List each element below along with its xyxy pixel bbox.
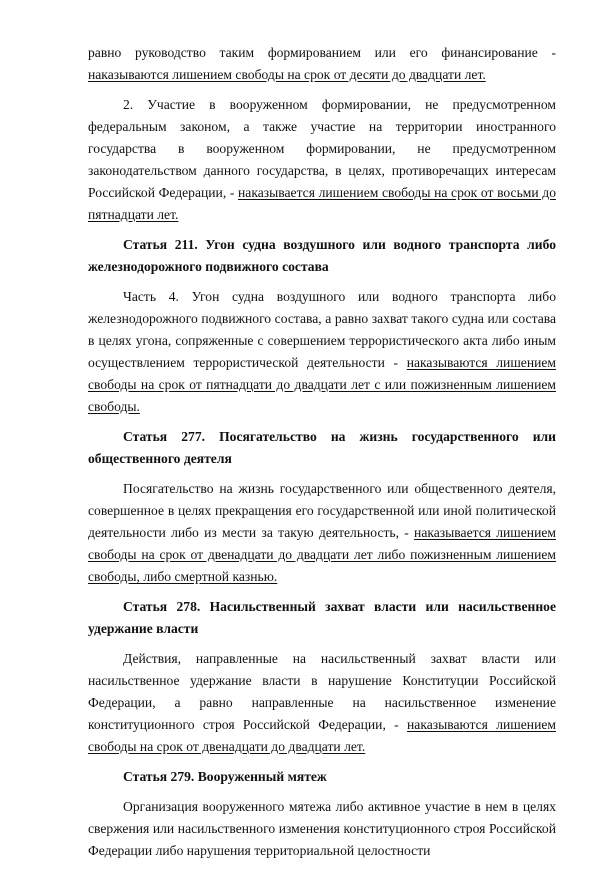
article-211-heading: Статья 211. Угон судна воздушного или водного транспорта либо железнодорожного подвижного состава <box>88 237 556 274</box>
paragraph-article-208-part1-tail <box>88 42 556 86</box>
article-277-heading: Статья 277. Посягательство на жизнь государственного или общественного деятеля <box>88 429 556 466</box>
paragraph-article-208-part2 <box>88 94 556 226</box>
penalty-text: наказываются лишением свободы на срок от пятнадцати до двадцати лет с или пожизненным лишением свободы. <box>88 355 557 414</box>
paragraph-article-279 <box>88 796 556 862</box>
penalty-text: наказываются лишением свободы на срок от десяти до двадцати лет. <box>88 67 486 82</box>
paragraph-text: Организация вооруженного мятежа либо активное участие в нем в целях свержения или насильственного изменения конституционного строя Российской Федерации либо нарушения территориальной целостности <box>88 799 556 858</box>
paragraph-article-277 <box>88 478 556 588</box>
paragraph-article-211-part4 <box>88 286 556 418</box>
paragraph-text: 2. Участие в вооруженном формировании, не предусмотренном федеральным законом, а также участие на территории иностранного государства в вооруженном формировании, не предусмотренном законодательством данного государства, в целях, противоречащих интересам Российской Федерации, - <box>88 97 556 200</box>
penalty-text: наказывается лишением свободы на срок от двенадцати до двадцати лет либо пожизненным лишением свободы, либо смертной казнью. <box>88 525 556 584</box>
paragraph-text: Действия, направленные на насильственный захват власти или насильственное удержание власти в нарушение Конституции Российской Федерации, а равно направленные на насильственное изменение конституционного строя Российской Федерации, - <box>88 651 556 732</box>
article-278-heading: Статья 278. Насильственный захват власти или насильственное удержание власти <box>88 599 556 636</box>
document-page <box>88 42 556 870</box>
paragraph-article-278 <box>88 648 556 758</box>
article-279-heading: Статья 279. Вооруженный мятеж <box>123 769 327 784</box>
penalty-text: наказываются лишением свободы на срок от двенадцати до двадцати лет. <box>88 717 556 754</box>
paragraph-text: равно руководство таким формированием или его финансирование - <box>88 45 556 60</box>
paragraph-text: Посягательство на жизнь государственного или общественного деятеля, совершенное в целях прекращения его государственной или иной политической деятельности либо из мести за такую деятельность, - <box>88 481 556 540</box>
paragraph-text: Часть 4. Угон судна воздушного или водного транспорта либо железнодорожного подвижного состава, а равно захват такого судна или состава в целях угона, сопряженные с совершением террористического акта либо иным осуществлением террористической деятельности - <box>88 289 556 370</box>
penalty-text: наказывается лишением свободы на срок от восьми до пятнадцати лет. <box>88 185 557 222</box>
